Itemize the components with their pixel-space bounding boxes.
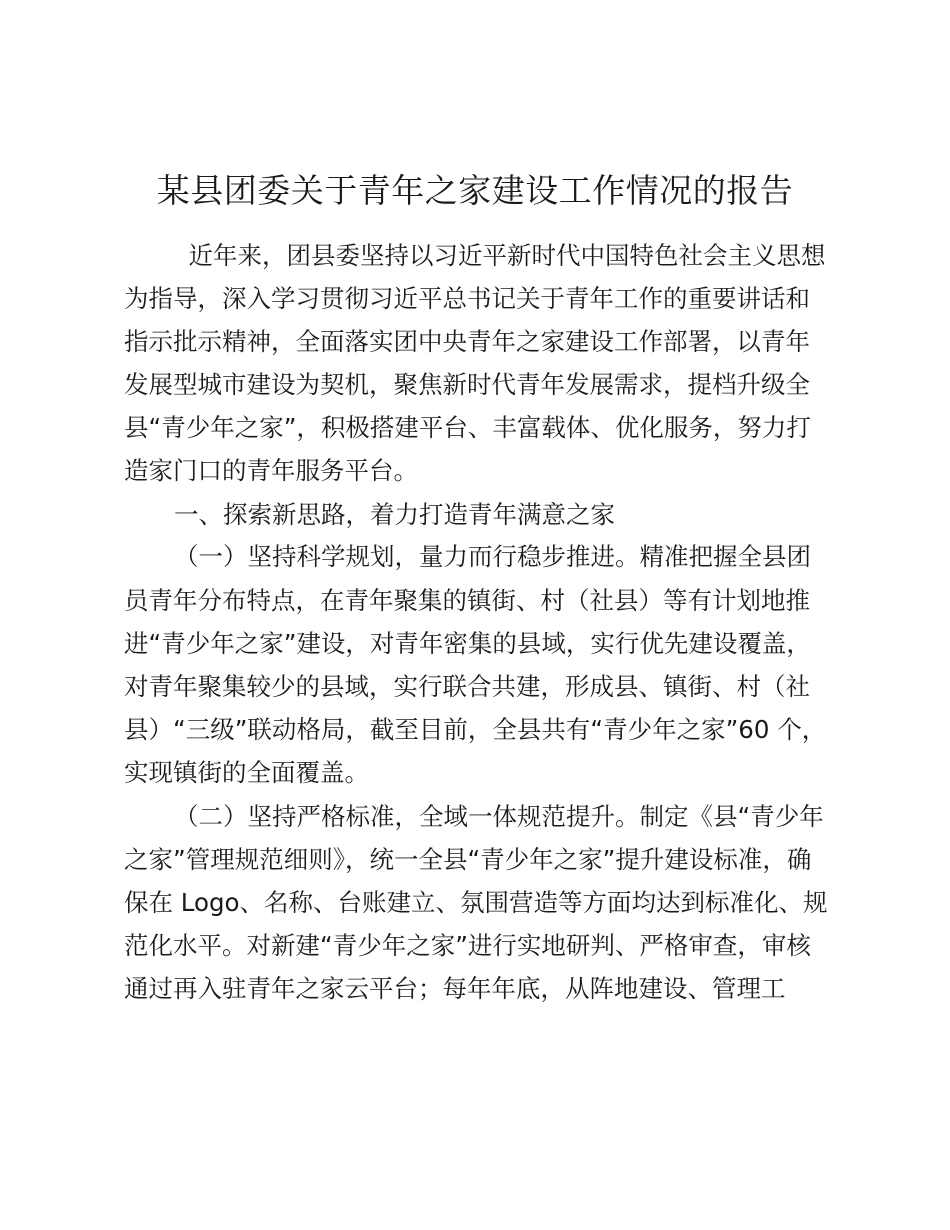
body-line: （二）坚持严格标准，全域一体规范提升。制定《县“青少年 bbox=[174, 802, 824, 831]
body-line: 指示批示精神，全面落实团中央青年之家建设工作部署，以青年 bbox=[124, 327, 810, 356]
body-line: 为指导，深入学习贯彻习近平总书记关于青年工作的重要讲话和 bbox=[124, 284, 810, 313]
body-line: 之家”管理规范细则》，统一全县“青少年之家”提升建设标准，确 bbox=[124, 845, 812, 874]
body-line: 进“青少年之家”建设，对青年密集的县域，实行优先建设覆盖， bbox=[124, 629, 811, 658]
body-line: 实现镇街的全面覆盖。 bbox=[124, 758, 369, 787]
document-title: 某县团委关于青年之家建设工作情况的报告 bbox=[156, 171, 794, 210]
body-line: 保在 Logo、名称、台账建立、氛围营造等方面均达到标准化、规 bbox=[124, 888, 828, 917]
body-line: 发展型城市建设为契机，聚焦新时代青年发展需求，提档升级全 bbox=[124, 370, 810, 399]
body-line: 县“青少年之家”，积极搭建平台、丰富载体、优化服务，努力打 bbox=[124, 413, 811, 442]
body-line: 县）“三级”联动格局，截至目前，全县共有“青少年之家”60 个， bbox=[124, 715, 827, 744]
body-line: 员青年分布特点，在青年聚集的镇街、村（社县）等有计划地推 bbox=[124, 586, 810, 615]
body-line: 通过再入驻青年之家云平台；每年年底，从阵地建设、管理工 bbox=[124, 974, 786, 1003]
body-line: 对青年聚集较少的县域，实行联合共建，形成县、镇街、村（社 bbox=[124, 672, 810, 701]
body-line: 范化水平。对新建“青少年之家”进行实地研判、严格审查，审核 bbox=[124, 931, 811, 960]
section-heading: 一、探索新思路，着力打造青年满意之家 bbox=[174, 500, 615, 529]
body-line: （一）坚持科学规划，量力而行稳步推进。精准把握全县团 bbox=[174, 542, 811, 571]
body-line: 造家门口的青年服务平台。 bbox=[124, 456, 418, 485]
body-line: 近年来，团县委坚持以习近平新时代中国特色社会主义思想 bbox=[164, 241, 826, 270]
